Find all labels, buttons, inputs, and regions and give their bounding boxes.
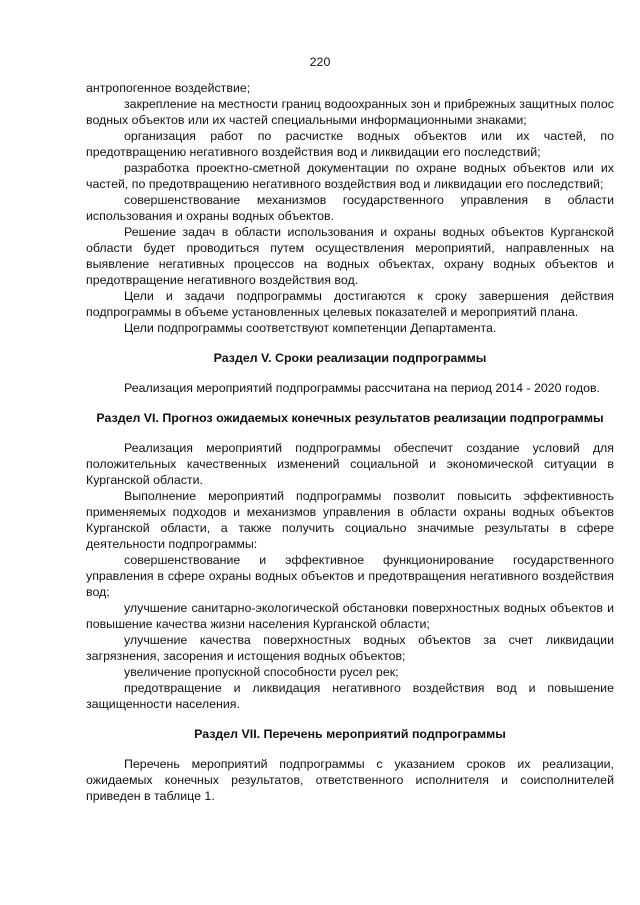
page-number: 220 — [309, 55, 331, 69]
page-content — [86, 80, 614, 804]
paragraph-text: Реализация мероприятий подпрограммы рассчитана на период 2014 - 2020 годов. — [124, 381, 601, 395]
paragraph-text: антропогенное воздействие; — [86, 81, 251, 95]
paragraph-text: предотвращение и ликвидация негативного воздействия вод и повышение защищенности населения. — [86, 681, 614, 711]
paragraph-text: разработка проектно-сметной документации по охране водных объектов или их частей, по предотвращению негативного воздействия вод и ликвидации его последствий; — [86, 161, 614, 191]
paragraph-text: закрепление на местности границ водоохранных зон и прибрежных защитных полос водных объектов или их частей специальными информационными знаками; — [86, 97, 614, 127]
paragraph-text: Выполнение мероприятий подпрограммы позволит повысить эффективность применяемых подходов и механизмов управления в области охраны водных объектов Курганской области, а также получить социально значимые результаты в сфере деятельности подпрограммы: — [86, 489, 614, 551]
section-7-heading: Раздел VII. Перечень мероприятий подпрограммы — [194, 727, 506, 741]
paragraph-text: улучшение качества поверхностных водных объектов за счет ликвидации загрязнения, засорения и истощения водных объектов; — [86, 633, 614, 663]
paragraph-text: Реализация мероприятий подпрограммы обеспечит создание условий для положительных качественных изменений социальной и экономической ситуации в Курганской области. — [86, 441, 614, 487]
paragraph-text: увеличение пропускной способности русел рек; — [124, 665, 399, 679]
paragraph-text: совершенствование механизмов государственного управления в области использования и охраны водных объектов. — [86, 193, 614, 223]
section-6-heading: Раздел VI. Прогноз ожидаемых конечных результатов реализации подпрограммы — [96, 411, 604, 425]
paragraph-text: Цели и задачи подпрограммы достигаются к сроку завершения действия подпрограммы в объеме установленных целевых показателей и мероприятий плана. — [86, 289, 614, 319]
paragraph-text: организация работ по расчистке водных объектов или их частей, по предотвращению негативного воздействия вод и ликвидации его последствий; — [86, 129, 614, 159]
section-5-heading: Раздел V. Сроки реализации подпрограммы — [213, 351, 487, 365]
paragraph-text: совершенствование и эффективное функционирование государственного управления в сфере охраны водных объектов и предотвращения негативного воздействия вод; — [86, 553, 614, 599]
paragraph-text: улучшение санитарно-экологической обстановки поверхностных водных объектов и повышение качества жизни населения Курганской области; — [86, 601, 614, 631]
paragraph-text: Цели подпрограммы соответствуют компетенции Департамента. — [124, 321, 497, 335]
paragraph-text: Решение задач в области использования и охраны водных объектов Курганской области будет проводиться путем осуществления мероприятий, направленных на выявление негативных процессов на водных объектах, охрану водных объектов и предотвращение негативного воздействия вод. — [86, 225, 614, 287]
paragraph-text: Перечень мероприятий подпрограммы с указанием сроков их реализации, ожидаемых конечных результатов, ответственного исполнителя и соисполнителей приведен в таблице 1. — [86, 757, 614, 803]
